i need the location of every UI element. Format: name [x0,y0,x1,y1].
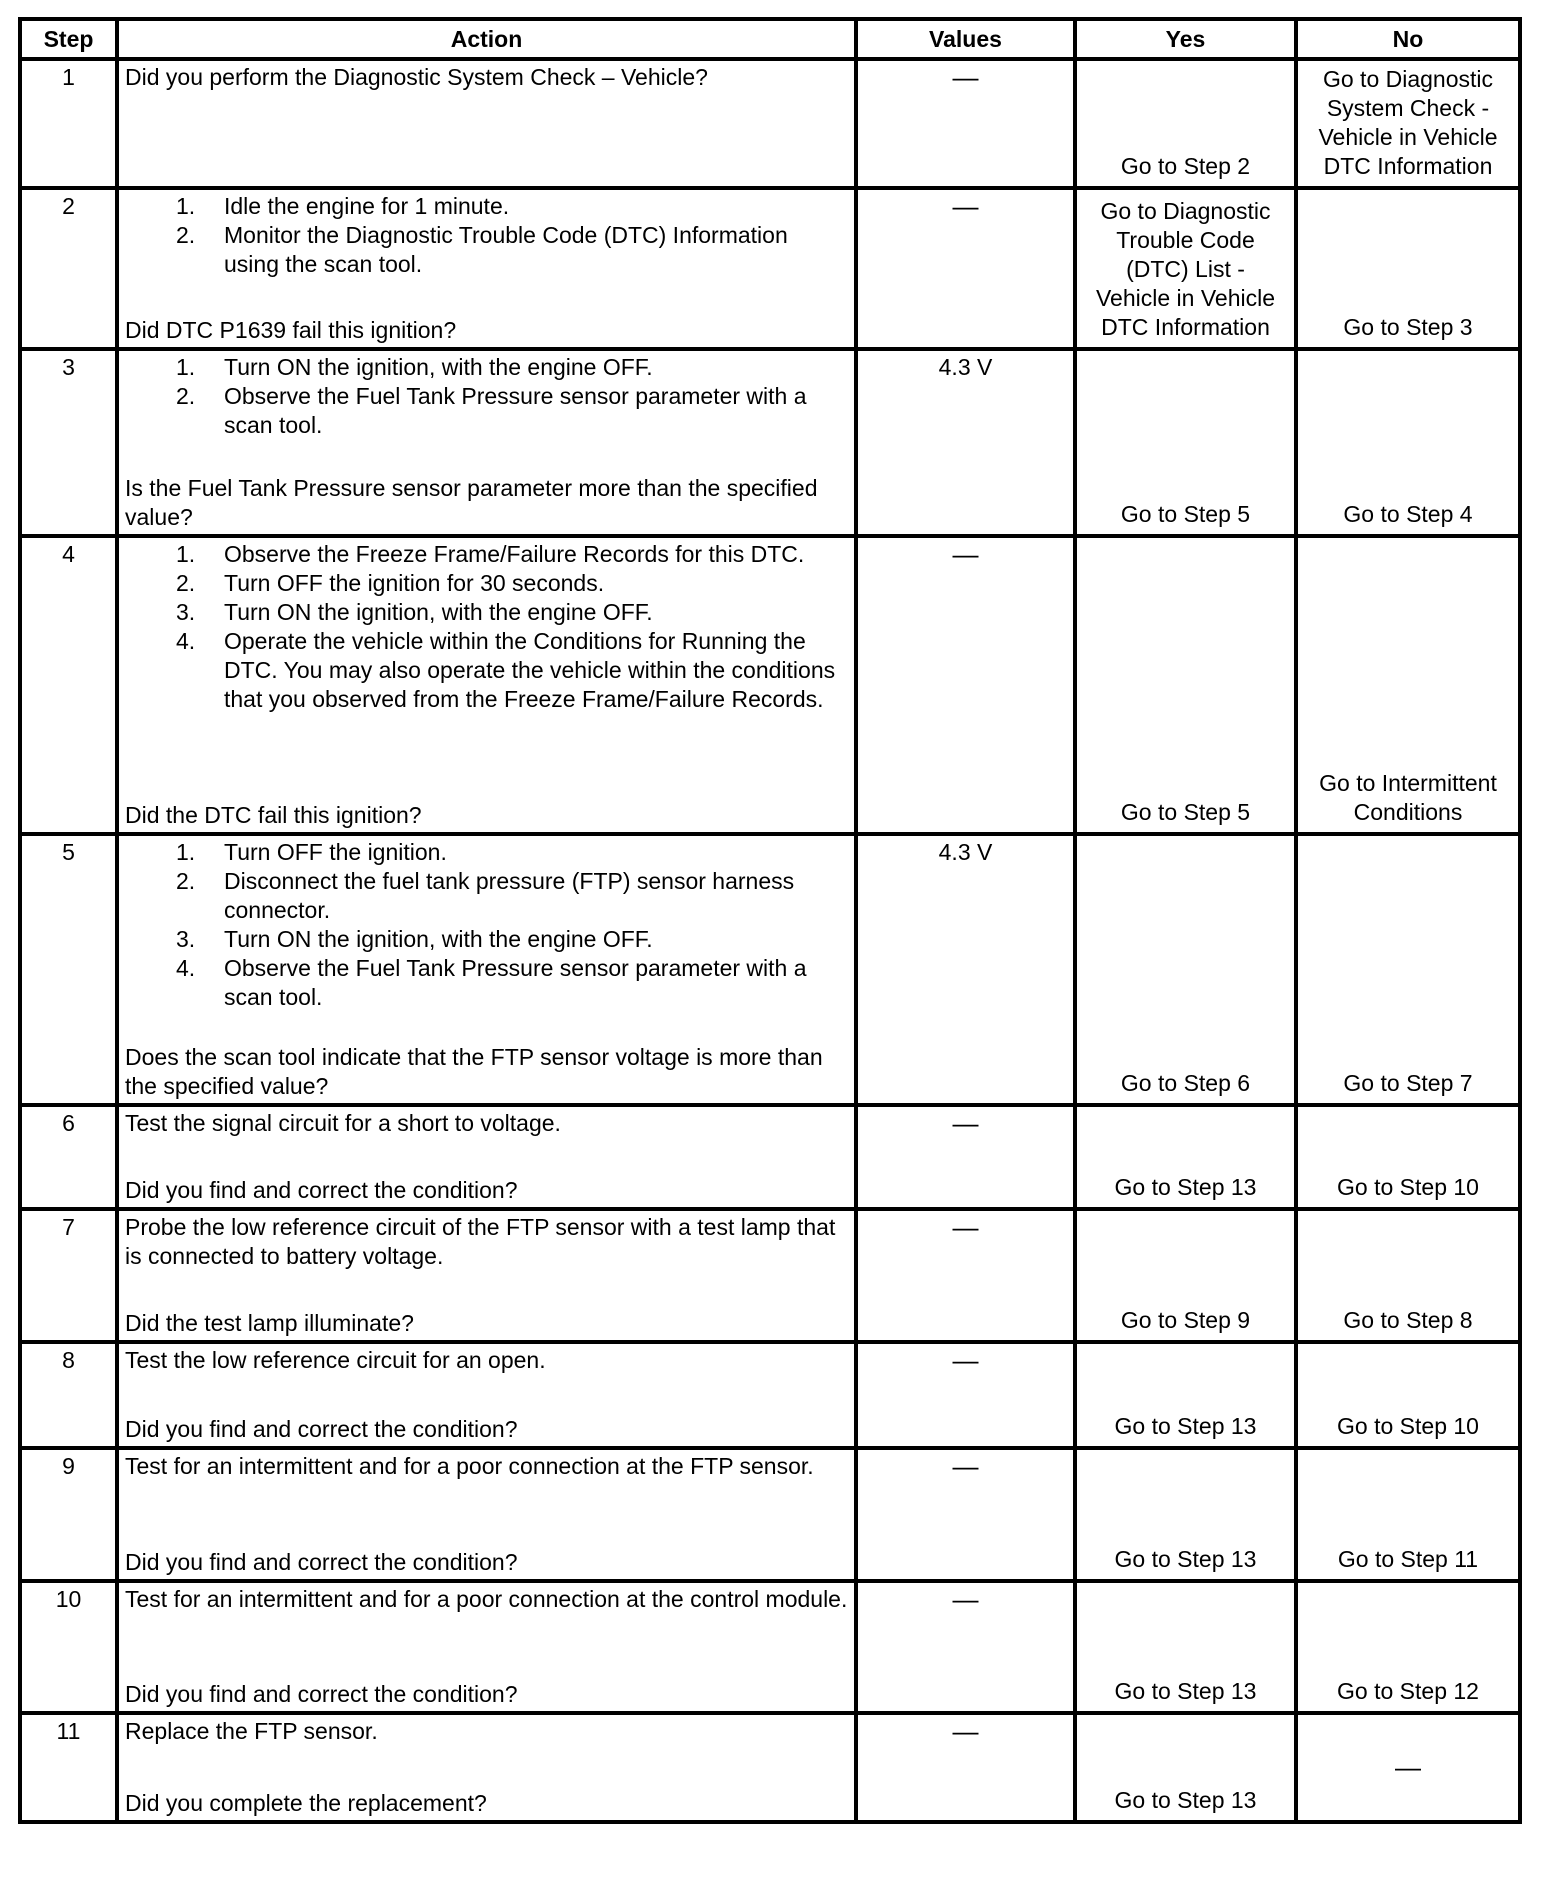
action-instructions [125,1717,848,1746]
table-row [20,1713,1520,1822]
value-cell [856,188,1075,349]
go-to-link-no[interactable]: Go to Step 10 [1337,1174,1479,1200]
yes-answer-wrap [1083,1346,1288,1444]
action-cell [117,349,856,536]
specified-value: — [952,1345,979,1375]
action-content [125,1585,848,1709]
action-instructions [125,540,848,714]
yes-cell [1075,188,1296,349]
table-row [20,349,1520,536]
procedure-item-text: Monitor the Diagnostic Trouble Code (DTC) Information using the scan tool. [224,222,788,277]
table-row [20,834,1520,1105]
table-row [20,1342,1520,1448]
action-question: Is the Fuel Tank Pressure sensor parameter more than the specified value? [125,475,818,530]
no-answer-wrap [1304,1109,1512,1205]
action-instructions [125,1346,848,1375]
go-to-link-no[interactable]: Go to Diagnostic System Check - Vehicle in Vehicle DTC Information [1318,66,1498,179]
step-number: 5 [20,834,117,1105]
no-answer-wrap [1304,838,1512,1101]
yes-answer-wrap [1083,353,1288,532]
no-answer-wrap [1304,1585,1512,1709]
no-answer-wrap [1304,1452,1512,1577]
no-cell [1296,1105,1520,1209]
step-number: 3 [20,349,117,536]
no-cell [1296,349,1520,536]
yes-answer-wrap [1083,1452,1288,1577]
specified-value: — [952,1716,979,1746]
action-cell [117,59,856,188]
diagnostic-table [18,17,1522,1824]
procedure-item-number: 1. [176,839,196,865]
procedure-list [125,540,848,714]
value-cell [856,59,1075,188]
no-answer-wrap [1304,353,1512,532]
action-intro: Test for an intermittent and for a poor connection at the FTP sensor. [125,1453,814,1479]
go-to-link-yes[interactable]: Go to Step 13 [1114,1413,1257,1439]
action-content [125,1717,848,1818]
yes-cell [1075,1105,1296,1209]
action-cell [117,1342,856,1448]
action-intro: Did you perform the Diagnostic System Check – Vehicle? [125,64,708,90]
procedure-item [125,627,848,714]
table-header-row [20,19,1520,59]
value-cell [856,1342,1075,1448]
procedure-list [125,192,848,279]
procedure-item-number: 4. [176,955,196,981]
action-question: Did DTC P1639 fail this ignition? [125,317,457,343]
no-cell [1296,536,1520,834]
specified-value: — [952,62,979,92]
action-question: Does the scan tool indicate that the FTP sensor voltage is more than the specified value? [125,1044,823,1099]
step-number: 6 [20,1105,117,1209]
step-number: 4 [20,536,117,834]
procedure-list [125,838,848,1012]
procedure-item-number: 4. [176,628,196,654]
procedure-item-number: 3. [176,599,196,625]
no-cell [1296,1209,1520,1342]
no-cell [1296,59,1520,188]
yes-cell [1075,59,1296,188]
procedure-item-number: 2. [176,222,196,248]
step-number: 2 [20,188,117,349]
yes-answer-wrap [1083,838,1288,1101]
table-body [20,59,1520,1822]
table-row [20,1581,1520,1713]
value-cell [856,349,1075,536]
step-number: 7 [20,1209,117,1342]
table-row [20,1448,1520,1581]
procedure-item [125,867,848,925]
yes-cell [1075,349,1296,536]
step-number: 9 [20,1448,117,1581]
no-cell [1296,1581,1520,1713]
specified-value: 4.3 V [938,839,993,865]
procedure-item-number: 2. [176,570,196,596]
yes-cell [1075,536,1296,834]
procedure-item [125,569,848,598]
step-number: 11 [20,1713,117,1822]
action-cell [117,1105,856,1209]
procedure-item [125,598,848,627]
action-cell [117,536,856,834]
procedure-item-number: 1. [176,354,196,380]
value-cell [856,1105,1075,1209]
diagnostic-page [18,17,1518,1824]
procedure-item-number: 2. [176,383,196,409]
step-number: 10 [20,1581,117,1713]
yes-answer-wrap [1083,63,1288,184]
procedure-item-text: Turn OFF the ignition for 30 seconds. [224,570,605,596]
no-cell [1296,1713,1520,1822]
action-intro: Test the signal circuit for a short to voltage. [125,1110,561,1136]
no-answer-wrap [1304,1717,1512,1818]
go-to-link-yes[interactable]: Go to Step 5 [1120,501,1251,527]
procedure-item [125,221,848,279]
table-row [20,188,1520,349]
value-cell [856,1209,1075,1342]
step-number: 8 [20,1342,117,1448]
header-action: Action [117,19,856,59]
procedure-item-text: Turn OFF the ignition. [224,839,447,865]
procedure-item [125,540,848,569]
header-step: Step [20,19,117,59]
action-intro: Test the low reference circuit for an open. [125,1347,546,1373]
action-instructions [125,1213,848,1271]
procedure-item-text: Observe the Fuel Tank Pressure sensor parameter with a scan tool. [224,383,807,438]
go-to-link-yes[interactable]: Go to Step 13 [1114,1678,1257,1704]
no-cell [1296,1342,1520,1448]
no-answer-wrap [1304,540,1512,830]
header-no: No [1296,19,1520,59]
yes-answer-wrap [1083,1585,1288,1709]
action-cell [117,188,856,349]
yes-answer-wrap [1083,1717,1288,1818]
procedure-item-number: 1. [176,193,196,219]
procedure-item-number: 1. [176,541,196,567]
action-cell [117,1448,856,1581]
yes-cell [1075,1448,1296,1581]
no-answer-wrap [1304,192,1512,345]
value-cell [856,1448,1075,1581]
procedure-list [125,353,848,440]
procedure-item [125,382,848,440]
yes-answer-wrap [1083,540,1288,830]
procedure-item-text: Operate the vehicle within the Conditions for Running the DTC. You may also operate the vehicle within the conditions that you observed from the Freeze Frame/Failure Records. [224,628,836,712]
action-content [125,353,848,532]
no-cell [1296,1448,1520,1581]
go-to-link-no[interactable]: Go to Intermittent Conditions [1319,770,1497,825]
action-question: Did you find and correct the condition? [125,1416,518,1442]
no-cell [1296,188,1520,349]
procedure-item [125,353,848,382]
action-content [125,1346,848,1444]
procedure-item-number: 3. [176,926,196,952]
action-cell [117,834,856,1105]
go-to-link-yes[interactable]: Go to Step 9 [1120,1307,1251,1333]
action-content [125,192,848,345]
action-content [125,838,848,1101]
no-answer: — [1395,1751,1421,1782]
specified-value: — [952,1212,979,1242]
procedure-item-text: Observe the Freeze Frame/Failure Records for this DTC. [224,541,805,567]
go-to-link-no[interactable]: Go to Step 10 [1337,1413,1479,1439]
table-row [20,1105,1520,1209]
go-to-link-no[interactable]: Go to Step 4 [1343,501,1473,527]
specified-value: — [952,539,979,569]
value-cell [856,1713,1075,1822]
go-to-link-no[interactable]: Go to Step 7 [1343,1070,1473,1096]
table-row [20,536,1520,834]
header-values: Values [856,19,1075,59]
go-to-link-no[interactable]: Go to Step 8 [1343,1307,1473,1333]
action-question: Did the DTC fail this ignition? [125,802,422,828]
procedure-item-text: Turn ON the ignition, with the engine OFF. [224,926,653,952]
go-to-link-yes[interactable]: Go to Step 5 [1120,799,1251,825]
value-cell [856,834,1075,1105]
no-answer-wrap [1304,1346,1512,1444]
action-content [125,63,848,184]
step-number: 1 [20,59,117,188]
specified-value: — [952,1584,979,1614]
action-question: Did you complete the replacement? [125,1790,487,1816]
action-question: Did you find and correct the condition? [125,1681,518,1707]
yes-answer-wrap [1083,192,1288,345]
procedure-item-text: Disconnect the fuel tank pressure (FTP) sensor harness connector. [224,868,795,923]
action-intro: Probe the low reference circuit of the FTP sensor with a test lamp that is connected to battery voltage. [125,1214,836,1269]
go-to-link-yes[interactable]: Go to Diagnostic Trouble Code (DTC) List - Vehicle in Vehicle DTC Information [1095,198,1275,340]
action-content [125,540,848,830]
go-to-link-yes[interactable]: Go to Step 2 [1120,153,1251,179]
table-row [20,1209,1520,1342]
yes-cell [1075,1342,1296,1448]
procedure-item-text: Turn ON the ignition, with the engine OFF. [224,354,653,380]
action-instructions [125,63,848,92]
action-question: Did you find and correct the condition? [125,1177,518,1203]
value-cell [856,1581,1075,1713]
procedure-item-text: Observe the Fuel Tank Pressure sensor parameter with a scan tool. [224,955,807,1010]
specified-value: — [952,191,979,221]
action-content [125,1213,848,1338]
action-content [125,1452,848,1577]
action-intro: Test for an intermittent and for a poor connection at the control module. [125,1586,848,1612]
procedure-item-number: 2. [176,868,196,894]
specified-value: — [952,1108,979,1138]
yes-cell [1075,1209,1296,1342]
action-cell [117,1713,856,1822]
go-to-link-yes[interactable]: Go to Step 13 [1114,1787,1257,1813]
procedure-item [125,954,848,1012]
action-instructions [125,1452,848,1481]
go-to-link-yes[interactable]: Go to Step 13 [1114,1546,1257,1572]
yes-cell [1075,1713,1296,1822]
go-to-link-no[interactable]: Go to Step 11 [1337,1546,1479,1572]
action-cell [117,1209,856,1342]
yes-cell [1075,834,1296,1105]
action-cell [117,1581,856,1713]
no-cell [1296,834,1520,1105]
go-to-link-no[interactable]: Go to Step 3 [1343,314,1473,340]
no-answer-wrap [1304,63,1512,184]
go-to-link-yes[interactable]: Go to Step 6 [1120,1070,1251,1096]
yes-answer-wrap [1083,1109,1288,1205]
action-intro: Replace the FTP sensor. [125,1718,378,1744]
action-instructions [125,1109,848,1138]
procedure-item [125,192,848,221]
procedure-item-text: Turn ON the ignition, with the engine OFF. [224,599,653,625]
action-question: Did you find and correct the condition? [125,1549,518,1575]
action-content [125,1109,848,1205]
header-yes: Yes [1075,19,1296,59]
action-instructions [125,1585,848,1614]
table-row [20,59,1520,188]
yes-answer-wrap [1083,1213,1288,1338]
specified-value: — [952,1451,979,1481]
action-instructions [125,838,848,1012]
procedure-item [125,838,848,867]
procedure-item-text: Idle the engine for 1 minute. [224,193,510,219]
go-to-link-yes[interactable]: Go to Step 13 [1114,1174,1257,1200]
yes-cell [1075,1581,1296,1713]
go-to-link-no[interactable]: Go to Step 12 [1337,1678,1479,1704]
action-instructions [125,192,848,279]
no-answer-wrap [1304,1213,1512,1338]
value-cell [856,536,1075,834]
specified-value: 4.3 V [938,354,993,380]
procedure-item [125,925,848,954]
action-question: Did the test lamp illuminate? [125,1310,414,1336]
action-instructions [125,353,848,440]
